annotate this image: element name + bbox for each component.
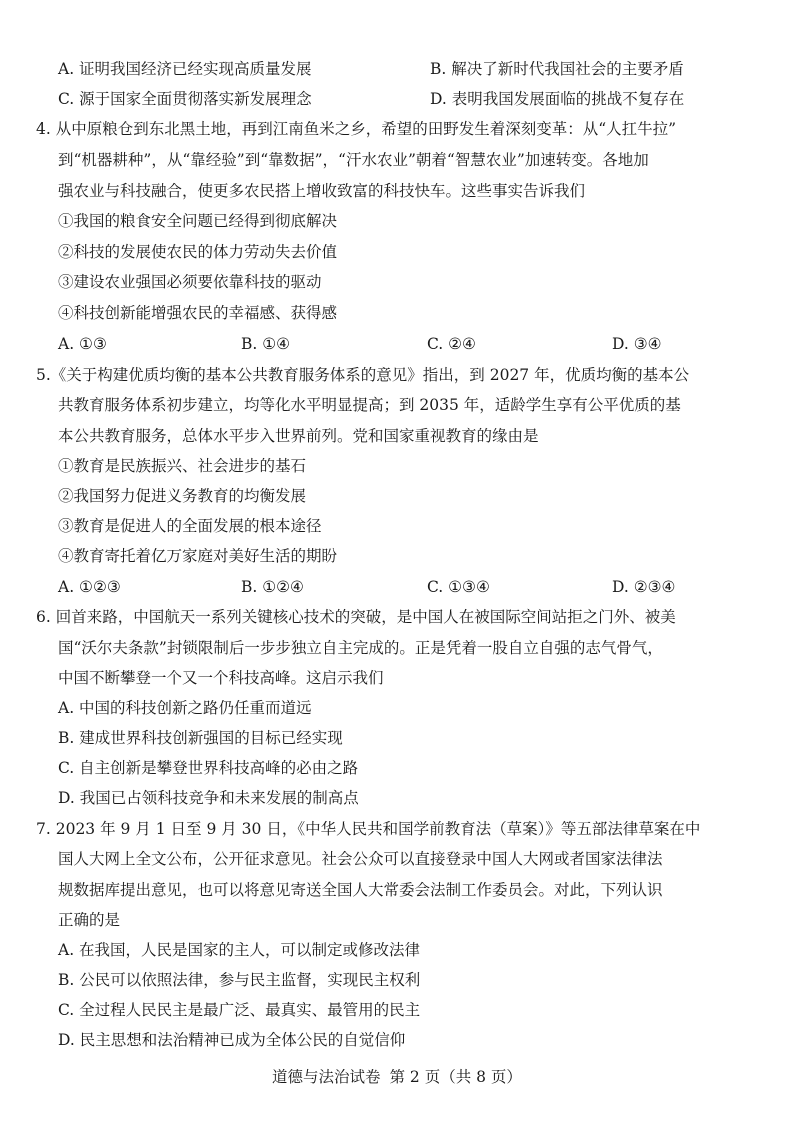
q4-item-2: ②科技的发展使农民的体力劳动失去价值 <box>58 243 338 261</box>
q7-stem-line-4: 正确的是 <box>58 911 121 929</box>
q3-option-b: B. 解决了新时代我国社会的主要矛盾 <box>430 60 684 78</box>
q5-item-1: ①教育是民族振兴、社会进步的基石 <box>58 457 307 475</box>
q5-item-2: ②我国努力促进义务教育的均衡发展 <box>58 487 307 505</box>
q4-stem-line-3: 强农业与科技融合，使更多农民搭上增收致富的科技快车。这些事实告诉我们 <box>58 182 586 200</box>
q3-option-d: D. 表明我国发展面临的挑战不复存在 <box>430 90 685 108</box>
q7-option-a: A. 在我国，人民是国家的主人，可以制定或修改法律 <box>58 941 421 959</box>
q7-option-d: D. 民主思想和法治精神已成为全体公民的自觉信仰 <box>58 1031 406 1049</box>
q7-option-b: B. 公民可以依照法律，参与民主监督，实现民主权利 <box>58 971 421 989</box>
q7-option-c: C. 全过程人民民主是最广泛、最真实、最管用的民主 <box>58 1001 421 1019</box>
q4-item-3: ③建设农业强国必须要依靠科技的驱动 <box>58 273 322 291</box>
q5-option-b: B. ①②④ <box>241 578 304 596</box>
footer-page-number: 第 2 页（共 8 页） <box>389 1068 522 1086</box>
q4-item-4: ④科技创新能增强农民的幸福感、获得感 <box>58 304 338 322</box>
q4-option-c: C. ②④ <box>427 335 476 353</box>
q7-stem-line-3: 规数据库提出意见，也可以将意见寄送全国人大常委会法制工作委员会。对此，下列认识 <box>58 881 663 899</box>
q5-option-d: D. ②③④ <box>612 578 676 596</box>
q3-option-c: C. 源于国家全面贯彻落实新发展理念 <box>58 90 312 108</box>
q5-option-c: C. ①③④ <box>427 578 490 596</box>
q5-item-3: ③教育是促进人的全面发展的根本途径 <box>58 517 322 535</box>
q3-option-a: A. 证明我国经济已经实现高质量发展 <box>58 60 312 78</box>
q6-stem-line-1: 6. 回首来路，中国航天一系列关键核心技术的突破，是中国人在被国际空间站拒之门外、被美 <box>36 608 676 626</box>
q7-stem-line-1: 7. 2023 年 9 月 1 日至 9 月 30 日，《中华人民共和国学前教育法（草案）》等五部法律草案在中 <box>36 820 701 838</box>
q6-option-a: A. 中国的科技创新之路仍任重而道远 <box>58 699 312 717</box>
q5-option-a: A. ①②③ <box>58 578 121 596</box>
q5-stem-line-3: 本公共教育服务，总体水平步入世界前列。党和国家重视教育的缘由是 <box>58 427 539 445</box>
q5-item-4: ④教育寄托着亿万家庭对美好生活的期盼 <box>58 547 338 565</box>
q6-stem-line-2: 国“沃尔夫条款”封锁限制后一步步独立自主完成的。正是凭着一股自立自强的志气骨气， <box>58 639 663 657</box>
q4-option-a: A. ①③ <box>58 335 107 353</box>
q7-stem-line-2: 国人大网上全文公布，公开征求意见。社会公众可以直接登录中国人大网或者国家法律法 <box>58 850 663 868</box>
q4-option-b: B. ①④ <box>241 335 291 353</box>
q4-option-d: D. ③④ <box>612 335 662 353</box>
q5-stem-line-2: 共教育服务体系初步建立，均等化水平明显提高；到 2035 年，适龄学生享有公平优质的基 <box>58 396 681 414</box>
footer-subject: 道德与法治试卷 <box>272 1068 381 1086</box>
q6-option-b: B. 建成世界科技创新强国的目标已经实现 <box>58 729 343 747</box>
q4-stem-line-2: 到“机器耕种”，从“靠经验”到“靠数据”，“汗水农业”朝着“智慧农业”加速转变。各地加 <box>58 151 649 169</box>
page-footer <box>0 1066 794 1088</box>
q5-stem-line-1: 5.《关于构建优质均衡的基本公共教育服务体系的意见》指出，到 2027 年，优质均衡的基本公 <box>36 366 690 384</box>
q4-stem-line-1: 4. 从中原粮仓到东北黑土地，再到江南鱼米之乡，希望的田野发生着深刻变革：从“人扛牛拉” <box>36 120 677 138</box>
q6-option-d: D. 我国已占领科技竞争和未来发展的制高点 <box>58 789 359 807</box>
q4-item-1: ①我国的粮食安全问题已经得到彻底解决 <box>58 212 338 230</box>
q6-option-c: C. 自主创新是攀登世界科技高峰的必由之路 <box>58 759 359 777</box>
q6-stem-line-3: 中国不断攀登一个又一个科技高峰。这启示我们 <box>58 669 384 687</box>
